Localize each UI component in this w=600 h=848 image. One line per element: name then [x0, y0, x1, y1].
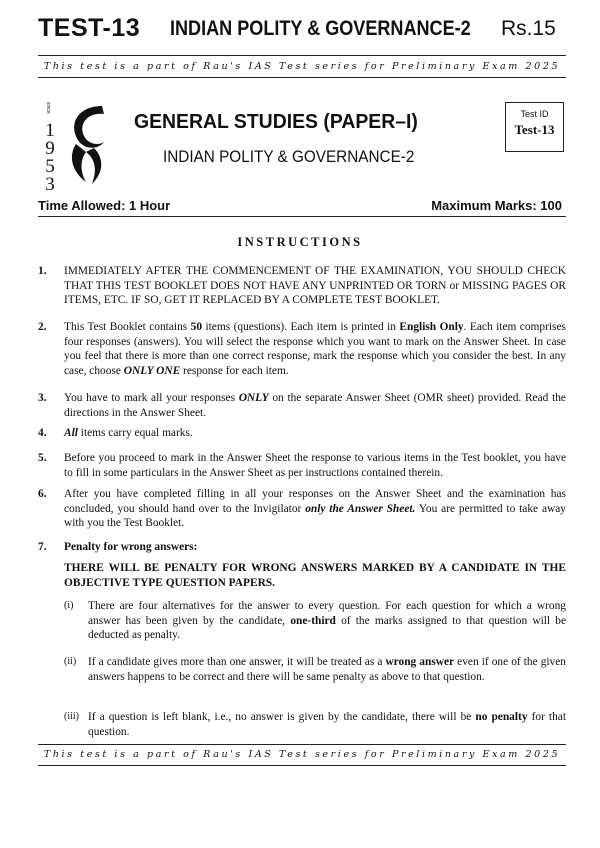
- text-run: on the separate Answer Sheet (OMR sheet) provided. Read the directions in the Answer Sheet.: [64, 392, 566, 419]
- penalty-subitem: [64, 655, 566, 684]
- tagline-bottom: This test is a part of Rau's IAS Test series for Preliminary Exam 2025: [43, 749, 561, 760]
- instruction-item: [38, 540, 566, 555]
- text-run: ONLY: [238, 392, 269, 404]
- penalty-subitem: [64, 599, 566, 643]
- text-run: items (questions). Each item is printed in: [202, 321, 400, 333]
- item-text: [64, 487, 566, 531]
- subitem-number: (iii): [64, 711, 79, 722]
- instructions-heading: INSTRUCTIONS: [237, 235, 363, 249]
- test-id-value: Test-13: [514, 122, 555, 137]
- subject-heading: INDIAN POLITY & GOVERNANCE-2: [170, 17, 471, 40]
- logo-year-digit: 5: [45, 156, 55, 177]
- instruction-item: [38, 487, 566, 531]
- instruction-item: [38, 320, 566, 379]
- divider: [38, 744, 566, 745]
- text-run: There are four alternatives for the answer to every question. For each question for which a wrong answer has been given by the candidate,: [88, 600, 566, 627]
- text-run: of the marks assigned to that question will be deducted as penalty.: [88, 614, 566, 642]
- institute-logo: [42, 100, 114, 195]
- penalty-notice-text: THERE WILL BE PENALTY FOR WRONG ANSWERS MARKED BY A CANDIDATE IN THE OBJECTIVE TYPE QUESTION PAPERS.: [64, 562, 566, 589]
- text-run: response for each item.: [180, 365, 289, 378]
- subitem-text: [88, 599, 566, 643]
- item-text: [64, 320, 566, 379]
- tagline-top: This test is a part of Rau's IAS Test series for Preliminary Exam 2025: [43, 61, 561, 72]
- subitem-text: [88, 710, 566, 739]
- paper-subtitle: INDIAN POLITY & GOVERNANCE-2: [163, 147, 415, 166]
- item-number: 1.: [38, 265, 47, 277]
- text-run: This Test Booklet contains: [64, 321, 191, 333]
- item-number: 5.: [38, 452, 47, 464]
- item-text: [64, 391, 566, 420]
- text-run: one-third: [290, 614, 336, 627]
- text-run: even if one of the given answers happens to be correct and there will be same penalty as above to that question.: [88, 656, 566, 683]
- logo-year-digit: 3: [45, 174, 55, 195]
- item-text: [64, 264, 566, 308]
- text-run: English Only: [399, 321, 464, 333]
- item-number: 4.: [38, 427, 47, 439]
- instruction-item: [38, 426, 566, 441]
- item-text: [64, 426, 566, 441]
- paper-title: GENERAL STUDIES (PAPER–I): [134, 111, 418, 133]
- instruction-item: [38, 264, 566, 308]
- text-run: only the Answer Sheet.: [305, 502, 416, 515]
- divider: [38, 216, 566, 217]
- instruction-item: [38, 391, 566, 420]
- text-run: . Each item comprises four responses (answers). You will select the response which you want to mark on the Answer Sheet. In case you feel that there is more than one correct response, mark the response which you consider the best. In any case, choose: [64, 321, 566, 378]
- penalty-notice: [38, 561, 566, 590]
- text-run: You are permitted to take away with you the Test Booklet.: [64, 502, 567, 530]
- text-run: for that question.: [88, 711, 566, 738]
- text-run: wrong answer: [385, 656, 455, 668]
- maximum-marks: Maximum Marks: 100: [431, 198, 562, 213]
- text-run: If a question is left blank, i.e., no answer is given by the candidate, there will be: [88, 711, 476, 723]
- item-text: Before you proceed to mark in the Answer Sheet the response to various items in the Test booklet, you have to fill in some particulars in the Answer Sheet as per instructions contained therein.: [64, 452, 566, 479]
- text-run: ONLY ONE: [123, 365, 181, 378]
- test-id-label: Test ID: [520, 109, 549, 119]
- item-number: 6.: [38, 488, 47, 500]
- divider: [38, 77, 566, 78]
- penalty-subitem: [64, 710, 566, 739]
- price-label: Rs.15: [501, 17, 556, 40]
- text-run: MISSING PAGES OR ITEMS, ETC. IF SO, GET IT REPLACED BY A COMPLETE TEST BOOKLET.: [64, 279, 566, 307]
- text-run: items carry equal marks.: [77, 427, 193, 439]
- item-number: 2.: [38, 321, 47, 333]
- logo-since-text: since: [45, 102, 51, 114]
- item-heading: Penalty for wrong answers:: [64, 541, 198, 553]
- text-run: All: [64, 427, 78, 439]
- subitem-number: (ii): [64, 656, 77, 667]
- divider: [38, 55, 566, 56]
- instruction-item: [38, 451, 566, 480]
- text-run: You have to mark all your responses: [64, 392, 239, 404]
- logo-year-digit: 9: [45, 138, 55, 159]
- text-run: 50: [190, 321, 203, 333]
- item-number: 3.: [38, 392, 47, 404]
- text-run: or: [449, 279, 459, 292]
- test-label: TEST-13: [38, 14, 141, 42]
- text-run: After you have completed filling in all your responses on the Answer Sheet and the examination has concluded, you should hand over to the Invigilator: [64, 488, 566, 515]
- text-run: IMMEDIATELY AFTER THE COMMENCEMENT OF THE EXAMINATION, YOU SHOULD CHECK THAT THIS TEST BOOKLET DOES NOT HAVE ANY UNPRINTED OR TORN: [64, 265, 566, 292]
- logo-emblem-icon: [64, 100, 114, 190]
- subitem-number: (i): [64, 600, 74, 611]
- divider: [38, 765, 566, 766]
- logo-year: [40, 120, 60, 195]
- logo-year-digit: 1: [45, 120, 55, 141]
- text-run: no penalty: [475, 711, 528, 723]
- test-id-box: [505, 102, 564, 152]
- time-allowed: Time Allowed: 1 Hour: [38, 198, 171, 213]
- item-number: 7.: [38, 541, 47, 553]
- text-run: If a candidate gives more than one answer, it will be treated as a: [88, 656, 386, 668]
- subitem-text: [88, 655, 566, 684]
